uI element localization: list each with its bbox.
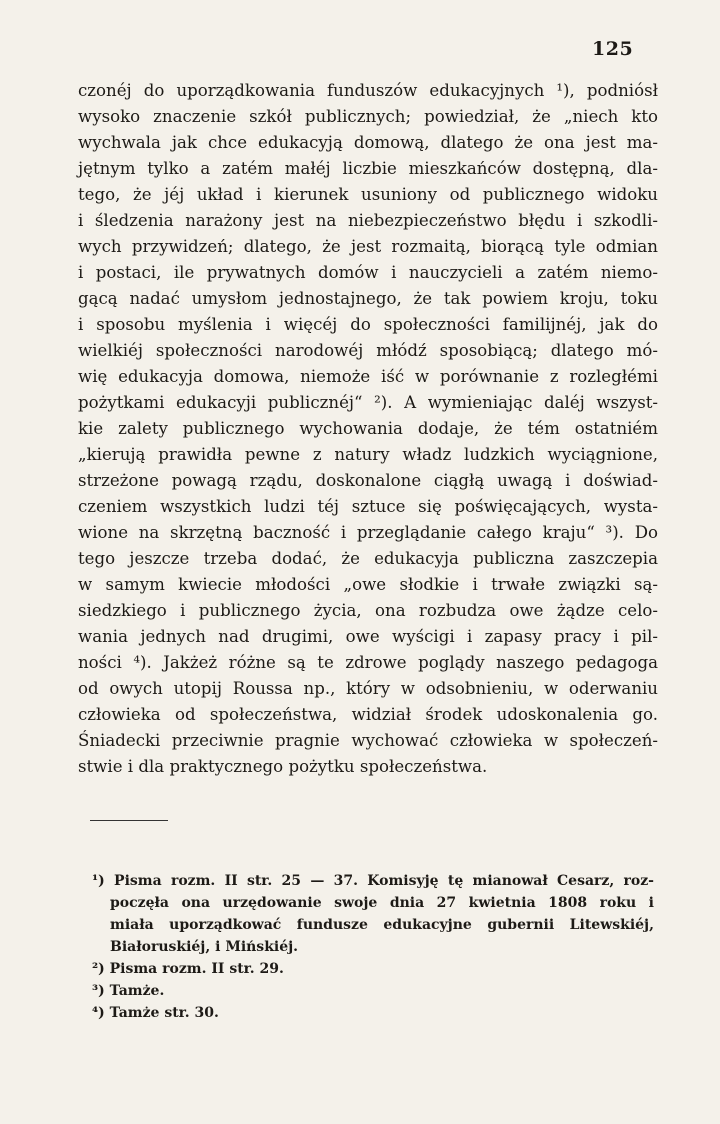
- footnotes: [92, 870, 654, 1024]
- text-line: wysoko znaczenie szkół publicznych; powiedział, że „niech kto: [78, 107, 658, 126]
- text-line: w samym kwiecie młodości „owe słodkie i trwałe związki są-: [78, 575, 658, 594]
- footnote-line: Białoruskiéj, i Mińskiéj.: [110, 939, 299, 955]
- text-line: od owych utopij Roussa np., który w odsobnieniu, w oderwaniu: [78, 679, 658, 698]
- text-line: pożytkami edukacyji publicznéj“ ²). A wymieniając daléj wszyst-: [78, 393, 658, 412]
- footnote-line: ³) Tamże.: [92, 983, 165, 999]
- text-line: wielkiéj społeczności narodowéj młódź sposobiącą; dlatego mó-: [78, 341, 658, 360]
- footnote-line: miała uporządkować fundusze edukacyjne gubernii Litewskiéj,: [110, 917, 654, 933]
- text-line: tego jeszcze trzeba dodać, że edukacyja publiczna zaszczepia: [78, 549, 658, 568]
- text-line: i postaci, ile prywatnych domów i nauczycieli a zatém niemo-: [78, 263, 658, 282]
- text-line: wychwala jak chce edukacyją domową, dlatego że ona jest ma-: [78, 133, 658, 152]
- text-line: wię edukacyja domowa, niemoże iść w porównanie z rozległémi: [78, 367, 658, 386]
- footnote-divider: [90, 820, 168, 821]
- text-line: siedzkiego i publicznego życia, ona rozbudza owe żądze celo-: [78, 601, 658, 620]
- text-line: stwie i dla praktycznego pożytku społeczeństwa.: [78, 757, 488, 776]
- footnote-line: ²) Pisma rozm. II str. 29.: [92, 961, 284, 977]
- text-line: czonéj do uporządkowania funduszów edukacyjnych ¹), podniósł: [78, 81, 658, 100]
- page-number: 125: [592, 38, 634, 60]
- text-line: jętnym tylko a zatém małéj liczbie mieszkańców dostępną, dla-: [78, 159, 658, 178]
- text-line: i sposobu myślenia i więcéj do społeczności familijnéj, jak do: [78, 315, 658, 334]
- text-line: wych przywidzeń; dlatego, że jest rozmaitą, biorącą tyle odmian: [78, 237, 658, 256]
- text-line: wania jednych nad drugimi, owe wyścigi i zapasy pracy i pil-: [78, 627, 658, 646]
- main-text: [78, 78, 658, 780]
- footnote-line: ¹) Pisma rozm. II str. 25 — 37. Komisyję tę mianował Cesarz, roz-: [92, 873, 654, 889]
- text-line: wione na skrzętną baczność i przeglądanie całego kraju“ ³). Do: [78, 523, 658, 542]
- text-line: kie zalety publicznego wychowania dodaje, że tém ostatniém: [78, 419, 658, 438]
- text-line: tego, że jéj układ i kierunek usuniony od publicznego widoku: [78, 185, 658, 204]
- footnote-line: poczęła ona urzędowanie swoje dnia 27 kwietnia 1808 roku i: [110, 895, 654, 911]
- text-line: ności ⁴). Jakżeż różne są te zdrowe poglądy naszego pedagoga: [78, 653, 658, 672]
- text-line: gącą nadać umysłom jednostajnego, że tak powiem kroju, toku: [78, 289, 658, 308]
- text-line: Śniadecki przeciwnie pragnie wychować człowieka w społeczeń-: [78, 731, 658, 750]
- text-line: „kierują prawidła pewne z natury władz ludzkich wyciągnione,: [78, 445, 658, 464]
- text-line: czeniem wszystkich ludzi téj sztuce się poświęcających, wysta-: [78, 497, 658, 516]
- text-line: człowieka od społeczeństwa, widział środek udoskonalenia go.: [78, 705, 658, 724]
- text-line: strzeżone powagą rządu, doskonalone ciągłą uwagą i doświad-: [78, 471, 658, 490]
- text-line: i śledzenia narażony jest na niebezpieczeństwo błędu i szkodli-: [78, 211, 658, 230]
- footnote-line: ⁴) Tamże str. 30.: [92, 1005, 219, 1021]
